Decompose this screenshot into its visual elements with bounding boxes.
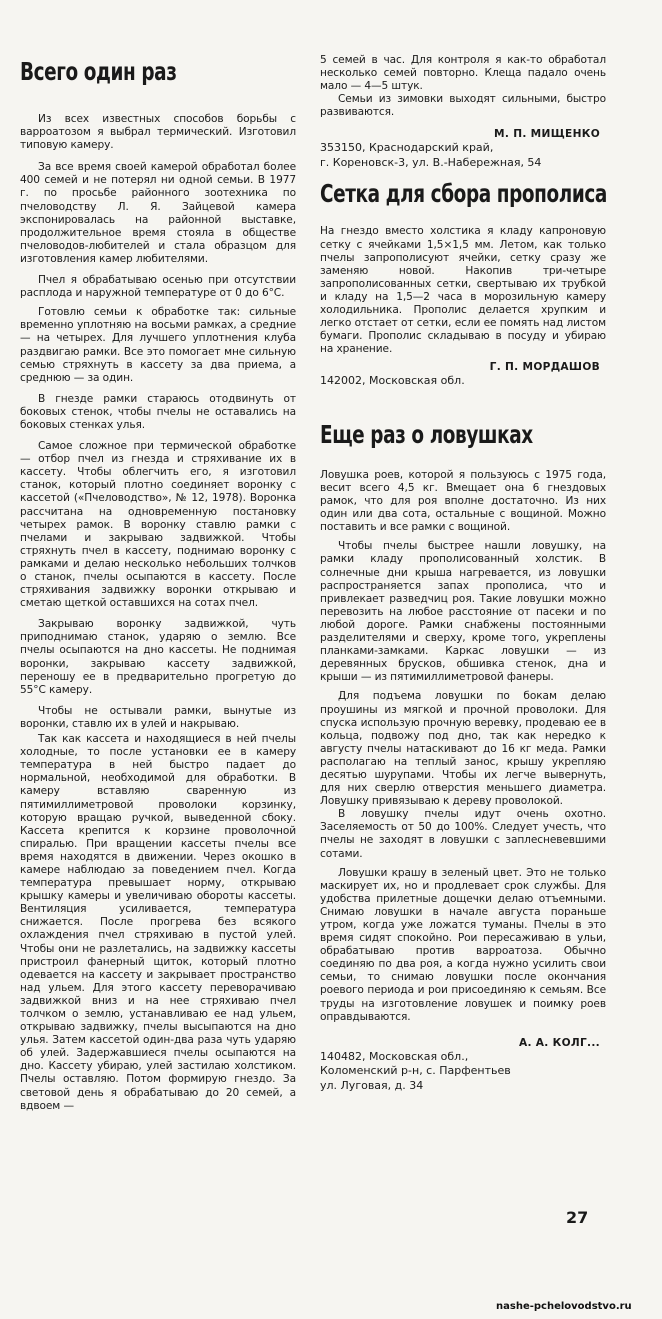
- left-column: [20, 0, 296, 1113]
- watermark: nashe-pchelovodstvo.ru: [496, 1301, 632, 1312]
- article1-paragraph: В гнезде рамки стараюсь отодвинуть от боковых стенок, чтобы пчелы не оставались на боковых стенках улья.: [20, 392, 296, 431]
- article1-address: 353150, Краснодарский край,: [320, 141, 494, 155]
- article2-paragraph: На гнездо вместо холстика я кладу капроновую сетку с ячейками 1,5×1,5 мм. Летом, как только пчелы запрополисуют ячейки, сетку сразу же заменяю новой. Накопив три-четыре запрополисованных сетки, свертываю их трубкой и кладу на 1,5—2 часа в морозильную камеру холодильника. Прополис делается хрупким и легко отстает от сетки, если ее помять над листом бумаги. Прополис складываю в посуду и убираю на хранение.: [320, 225, 606, 356]
- article1-paragraph: Закрываю воронку задвижкой, чуть приподнимаю станок, ударяю о землю. Все пчелы осыпаются на дно кассеты. Не поднимая воронки, закрываю кассету задвижкой, переношу ее в предварительно прогретую до 55°С камеру.: [20, 618, 296, 696]
- article1-paragraph: Самое сложное при термической обработке — отбор пчел из гнезда и стряхивание их в кассету. Чтобы облегчить его, я изготовил станок, который плотно соединяет воронку с кассетой («Пчеловодство», № 12, 1978). Воронка рассчитана на одновременную постановку четырех рамок. В воронку ставлю рамки с пчелами и закрываю задвижкой. Чтобы стряхнуть пчел в кассету, поднимаю воронку с рамками и делаю несколько небольших толчков о станок, пчелы осыпаются в кассету. После стряхивания задвижку воронки открываю и сметаю щеткой оставшихся на сотах пчел.: [20, 440, 296, 610]
- article2-author: Г. П. МОРДАШОВ: [489, 361, 600, 374]
- article1-paragraph: Пчел я обрабатываю осенью при отсутствии расплода и наружной температуре от 0 до 6°С.: [20, 274, 296, 300]
- article1-paragraph: Готовлю семьи к обработке так: сильные временно уплотняю на восьми рамках, а средние — на четырех. Для лучшего уплотнения клуба раздвигаю рамки. Все это помогает мне сильную семью стряхнуть в кассету за два приема, а среднюю — за один.: [20, 306, 296, 384]
- article3-title: Еще раз о ловушках: [320, 419, 533, 449]
- article1-paragraph: За все время своей камерой обработал более 400 семей и не потерял ни одной семьи. В 1977 г. по просьбе районного зоотехника по пчеловодству Л. Я. Зайцевой камера экспонировалась на районной выставке, продолжительное время стояла в обществе пчеловодов-любителей и стала образцом для изготовления камер любителями.: [20, 161, 296, 265]
- article1-paragraph: Из всех известных способов борьбы с варроатозом я выбрал термический. Изготовил типовую камеру.: [20, 113, 296, 152]
- article2-title: Сетка для сбора прополиса: [320, 179, 607, 209]
- article3-paragraph: Для подъема ловушки по бокам делаю проушины из мягкой и прочной проволоки. Для спуска использую прочную веревку, продеваю ее в кольца, подвожу под дно, так как нередко к августу пчелы натаскивают до 16 кг меда. Рамки располагаю на теплый занос, крышу укрепляю десятью шурупами. Чтобы их легче вывернуть, для них сверлю отверстия меньшего диаметра. Ловушку привязываю к дереву проволокой.: [320, 690, 606, 808]
- article3-address: Коломенский р-н, с. Парфентьев: [320, 1064, 511, 1078]
- article1-author: М. П. МИЩЕНКО: [494, 128, 600, 141]
- right-column: [320, 0, 606, 1093]
- article1-continuation: Семьи из зимовки выходят сильными, быстро развиваются.: [320, 93, 606, 119]
- page-number: 27: [566, 1208, 589, 1227]
- article1-address: г. Кореновск-3, ул. В.-Набережная, 54: [320, 155, 542, 169]
- article1-title: Всего один раз: [20, 57, 177, 86]
- article1-paragraph: Чтобы не остывали рамки, вынутые из воронки, ставлю их в улей и накрываю.: [20, 704, 296, 730]
- article2-address: 142002, Московская обл.: [320, 374, 465, 388]
- article3-address: 140482, Московская обл.,: [320, 1049, 469, 1063]
- article3-author: А. А. КОЛГ...: [518, 1036, 600, 1049]
- article3-paragraph: Чтобы пчелы быстрее нашли ловушку, на рамки кладу прополисованный холстик. В солнечные дни крыша нагревается, из ловушки распространяется запах прополиса, что и привлекает разведчиц роя. Такие ловушки можно перевозить на любое расстояние от пасеки и по любой дороге. Рамки снабжены постоянными разделителями и сверху, кроме того, укреплены планками-замками. Каркас ловушки — из деревянных брусков, обшивка стенок, дна и крыши — из пятимиллиметровой фанеры.: [320, 540, 606, 684]
- article3-address: ул. Луговая, д. 34: [320, 1078, 424, 1092]
- article1-continuation: 5 семей в час. Для контроля я как-то обработал несколько семей повторно. Клеща падало очень мало — 4—5 штук.: [320, 54, 606, 93]
- article1-paragraph: Так как кассета и находящиеся в ней пчелы холодные, то после установки ее в камеру температура в ней быстро падает до нормальной, необходимой для обработки. В камеру вставляю сваренную из пятимиллиметровой проволоки корзинку, которую вращаю ручкой, выведенной сбоку. Кассета крепится к корзине проволочной спиралью. При вращении кассеты пчелы все время находятся в движении. Через окошко в камере наблюдаю за поведением пчел. Когда температура превышает норму, открываю крышку камеры и увеличиваю обороты кассеты. Вентиляция усиливается, температура снижается. После прогрева без всякого охлаждения пчел стряхиваю в пустой улей. Чтобы они не разлетались, на задвижку кассеты пристроил фанерный щиток, который плотно одевается на кассету и закрывает пространство над ульем. Для этого кассету переворачиваю задвижкой вниз и на нее стряхиваю пчел толчком о землю, устанавливаю ее над ульем, открываю задвижку, пчелы высыпаются на дно улья. Затем кассетой один-два раза чуть ударяю об улей. Задержавшиеся пчелы осыпаются на дно. Кассету убираю, улей застилаю холстиком. Пчелы оставляю. Потом формирую гнездо. За световой день я обрабатываю до 20 семей, а вдвоем —: [20, 733, 296, 1112]
- article3-paragraph: Ловушка роев, которой я пользуюсь с 1975 года, весит всего 4,5 кг. Вмещает она 6 гнездовых рамок, что для роя вполне достаточно. Из них один или два сота, остальные с вощиной. Можно поставить и все рамки с вощиной.: [320, 468, 606, 534]
- article3-paragraph: В ловушку пчелы идут очень охотно. Заселяемость от 50 до 100%. Следует учесть, что пчелы не заходят в ловушки с заплесневевшими сотами.: [320, 808, 606, 860]
- article3-paragraph: Ловушки крашу в зеленый цвет. Это не только маскирует их, но и продлевает срок службы. Для удобства прилетные дощечки делаю отъемными. Снимаю ловушки в начале августа пораньше утром, когда уже ложатся туманы. Пчелы в это время сидят спокойно. Рои пересаживаю в ульи, обрабатываю против варроатоза. Обычно соединяю по два роя, а когда нужно усилить свои семьи, то снимаю ловушки после окончания роевого периода и рои присоединяю к семьям. Все труды на изготовление ловушек и поимку роев оправдываются.: [320, 866, 606, 1023]
